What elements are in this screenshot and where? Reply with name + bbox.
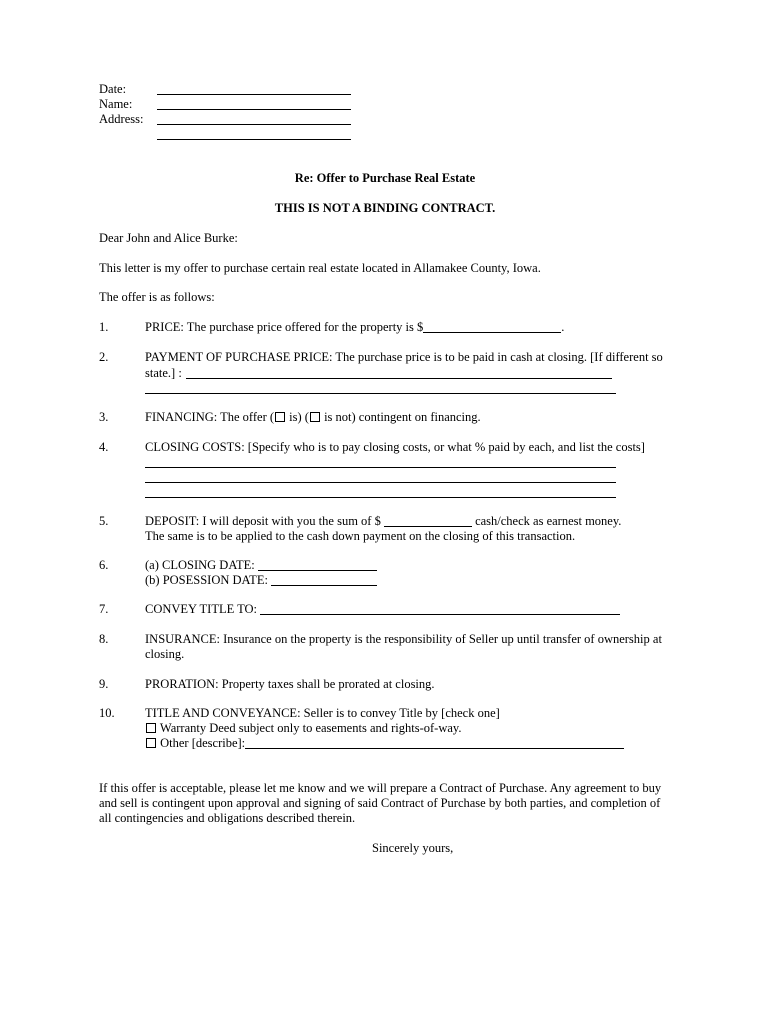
item-number: 2. — [99, 350, 109, 364]
closing-paragraph-line-2: and sell is contingent upon approval and signing of said Contract of Purchase by both parties, and completion of — [99, 796, 661, 810]
intro-paragraph: This letter is my offer to purchase certain real estate located in Allamakee County, Iowa. — [99, 261, 541, 275]
closing-paragraph-line-3: all contingencies and obligations described therein. — [99, 811, 356, 825]
other-describe-field[interactable] — [245, 736, 624, 749]
item-possession-date — [145, 573, 377, 588]
possession-date-field[interactable] — [271, 573, 377, 586]
convey-title-label: CONVEY TITLE TO: — [145, 602, 261, 616]
item-number: 1. — [99, 320, 109, 334]
possession-date-label: (b) POSESSION DATE: — [145, 573, 272, 587]
other-label: Other [describe]: — [160, 736, 246, 750]
closing-date-label: (a) CLOSING DATE: — [145, 558, 258, 572]
date-label: Date: — [99, 82, 127, 96]
signoff: Sincerely yours, — [372, 841, 454, 855]
date-field[interactable] — [157, 94, 351, 95]
offer-intro: The offer is as follows: — [99, 290, 215, 304]
price-field[interactable] — [423, 320, 561, 333]
financing-is-not-checkbox[interactable] — [310, 412, 320, 422]
document-subtitle: THIS IS NOT A BINDING CONTRACT. — [274, 201, 496, 215]
item-deposit-line-1 — [145, 514, 621, 529]
address-field-line-2[interactable] — [157, 139, 351, 140]
closing-costs-field-line-3[interactable] — [145, 497, 616, 498]
address-label: Address: — [99, 112, 144, 126]
closing-costs-field-line-2[interactable] — [145, 482, 616, 483]
item-number: 5. — [99, 514, 109, 528]
item-deposit-line-2: The same is to be applied to the cash down payment on the closing of this transaction. — [145, 529, 576, 543]
closing-paragraph-line-1: If this offer is acceptable, please let me know and we will prepare a Contract of Purchase. Any agreement to buy — [99, 781, 662, 795]
name-label: Name: — [99, 97, 133, 111]
item-payment-line-2 — [145, 366, 182, 381]
option-warranty-deed — [145, 721, 461, 736]
item-insurance-line-2: closing. — [145, 647, 185, 661]
item-number: 10. — [99, 706, 115, 720]
address-field-line-1[interactable] — [157, 124, 351, 125]
deposit-text-a: DEPOSIT: I will deposit with you the sum of $ — [145, 514, 384, 528]
item-price-text: PRICE: The purchase price offered for the property is $ — [145, 320, 424, 334]
warranty-deed-checkbox[interactable] — [146, 723, 156, 733]
deposit-text-b: cash/check as earnest money. — [471, 514, 622, 528]
name-field[interactable] — [157, 109, 351, 110]
item-number: 7. — [99, 602, 109, 616]
document-title: Re: Offer to Purchase Real Estate — [294, 171, 476, 185]
item-number: 9. — [99, 677, 109, 691]
item-financing — [145, 410, 481, 425]
item-price-end: . — [561, 320, 565, 334]
financing-text-b: is) ( — [286, 410, 309, 424]
financing-is-checkbox[interactable] — [275, 412, 285, 422]
convey-title-field[interactable] — [260, 602, 620, 615]
warranty-deed-label: Warranty Deed subject only to easements and rights-of-way. — [159, 721, 462, 735]
deposit-amount-field[interactable] — [384, 514, 472, 527]
item-payment-line-1: PAYMENT OF PURCHASE PRICE: The purchase price is to be paid in cash at closing. [If different so — [145, 350, 663, 364]
item-number: 6. — [99, 558, 109, 572]
payment-field-line-1[interactable] — [186, 378, 612, 379]
item-closing-costs: CLOSING COSTS: [Specify who is to pay closing costs, or what % paid by each, and list the costs] — [145, 440, 645, 454]
item-closing-date — [145, 558, 377, 573]
item-number: 4. — [99, 440, 109, 454]
closing-costs-field-line-1[interactable] — [145, 467, 616, 468]
item-title-conveyance: TITLE AND CONVEYANCE: Seller is to convey Title by [check one] — [145, 706, 500, 720]
other-checkbox[interactable] — [146, 738, 156, 748]
payment-field-line-2[interactable] — [145, 393, 616, 394]
item-insurance-line-1: INSURANCE: Insurance on the property is the responsibility of Seller up until transfer of ownership at — [145, 632, 662, 646]
option-other — [145, 736, 624, 751]
item-convey-title — [145, 602, 620, 617]
financing-text-c: is not) contingent on financing. — [320, 410, 481, 424]
financing-text-a: FINANCING: The offer ( — [145, 410, 275, 424]
item-number: 8. — [99, 632, 109, 646]
closing-date-field[interactable] — [258, 558, 377, 571]
item-price — [145, 320, 564, 335]
item-number: 3. — [99, 410, 109, 424]
salutation: Dear John and Alice Burke: — [99, 231, 238, 245]
item-payment-line-2-text: state.] : — [145, 366, 182, 380]
item-proration: PRORATION: Property taxes shall be prorated at closing. — [145, 677, 435, 691]
